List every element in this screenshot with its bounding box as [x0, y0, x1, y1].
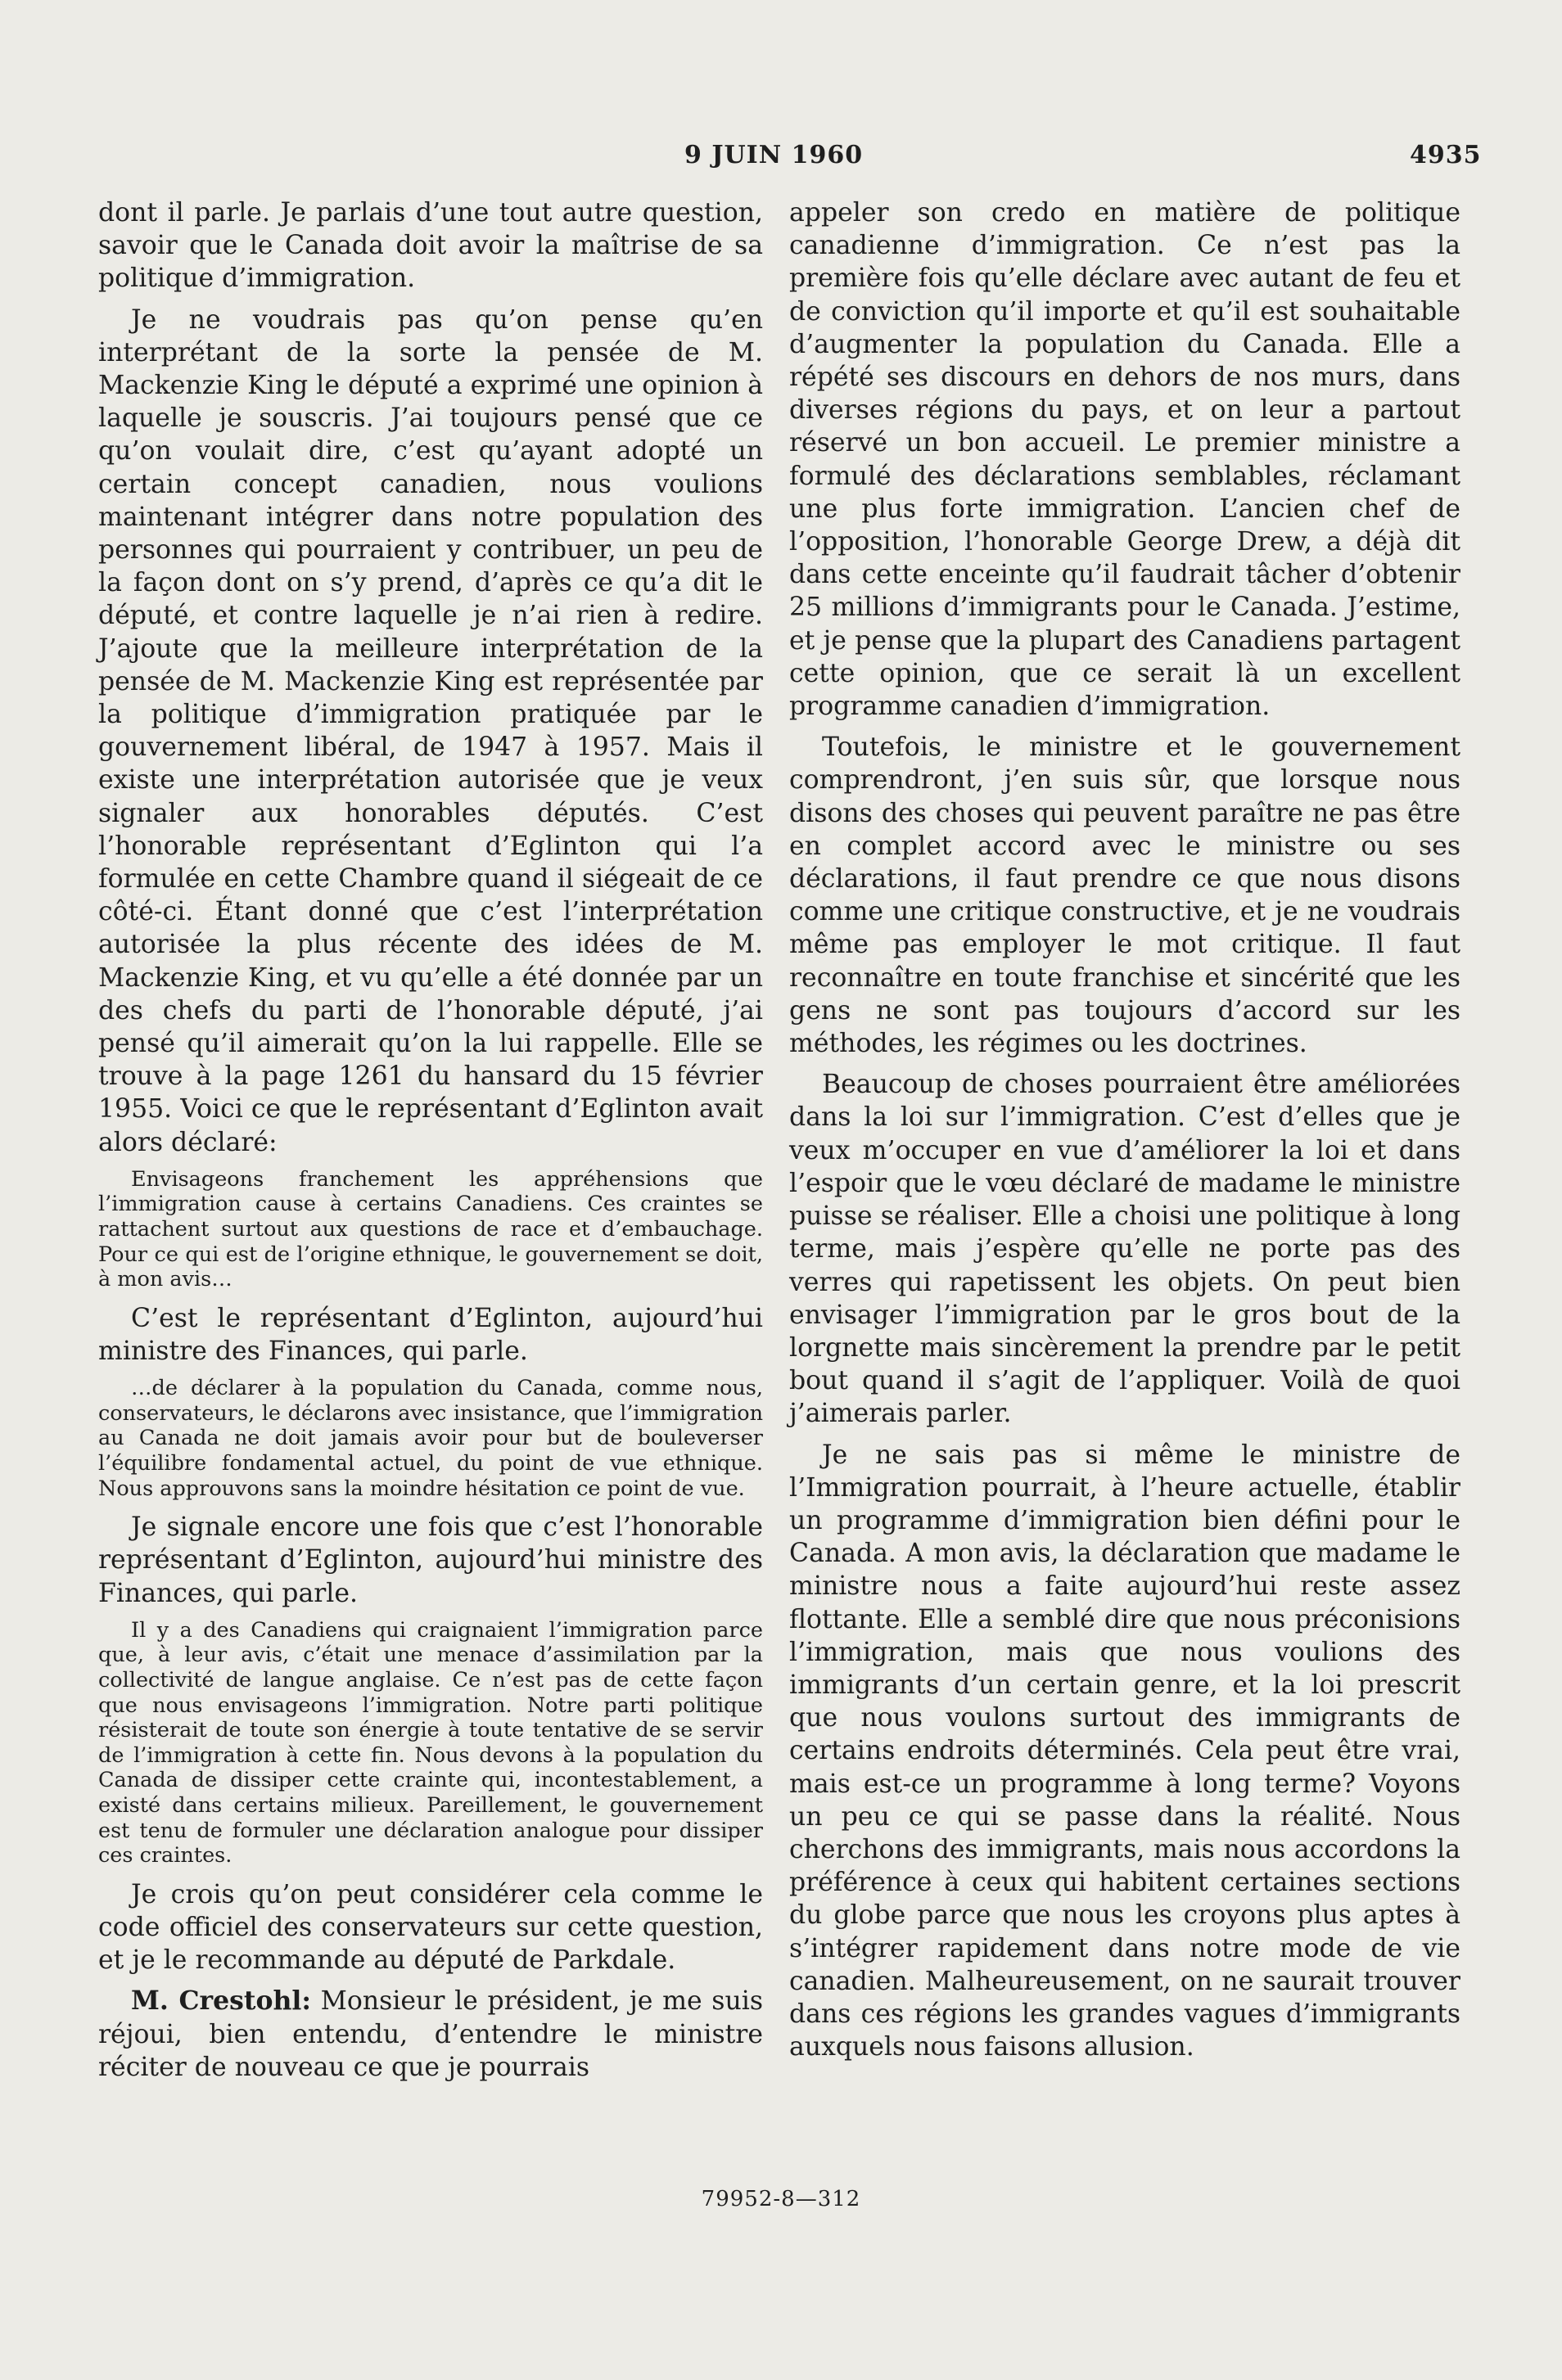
block-quote: Il y a des Canadiens qui craignaient l’immigration parce que, à leur avis, c’était une menace d’assimilation par la collectivité de langue anglaise. Ce n’est pas de cette façon que nous envisageons l’immigration. Notre parti politique résisterait de toute son énergie à toute tentative de se servir de l’immigration à cette fin. Nous devons à la population du Canada de dissiper cette crainte qui, incontestablement, a existé dans certains milieux. Pareillement, le gouvernement est tenu de formuler une déclaration analogue pour dissiper ces craintes.	[98, 1617, 763, 1868]
paragraph: Beaucoup de choses pourraient être améliorées dans la loi sur l’immigration. C’est d’elles que je veux m’occuper en vue d’améliorer la loi et dans l’espoir que le vœu déclaré de madame le ministre puisse se réaliser. Elle a choisi une politique à long terme, mais j’espère qu’elle ne porte pas des verres qui rapetissent les objets. On peut bien envisager l’immigration par le gros bout de la lorgnette mais sincèrement la prendre par le petit bout quand il s’agit de l’appliquer. Voilà de quoi j’aimerais parler.	[789, 1070, 1460, 1429]
speaker-name: M. Crestohl:	[131, 1986, 311, 2017]
paragraph: dont il parle. Je parlais d’une tout autre question, savoir que le Canada doit avoir la maîtrise de sa politique d’immigration.	[98, 198, 763, 294]
speech-text: Monsieur le président, je me suis réjoui, bien entendu, d’entendre le ministre réciter de nouveau ce que je pourrais	[98, 1986, 763, 2082]
paragraph: Je crois qu’on peut considérer cela comme le code officiel des conservateurs sur cette question, et je le recommande au député de Parkdale.	[98, 1879, 763, 1976]
running-header	[0, 141, 1562, 174]
right-column	[789, 196, 1460, 2071]
paragraph: Je signale encore une fois que c’est l’honorable représentant d’Eglinton, aujourd’hui ministre des Finances, qui parle.	[98, 1512, 763, 1608]
block-quote: …de déclarer à la population du Canada, comme nous, conservateurs, le déclarons avec insistance, que l’immigration au Canada ne doit jamais avoir pour but de bouleverser l’équilibre fondamental actuel, du point de vue ethnique. Nous approuvons sans la moindre hésitation ce point de vue.	[98, 1376, 763, 1501]
paragraph: Toutefois, le ministre et le gouvernement comprendront, j’en suis sûr, que lorsque nous disons des choses qui peuvent paraître ne pas être en complet accord avec le ministre ou ses déclarations, il faut prendre ce que nous disons comme une critique constructive, et je ne voudrais même pas employer le mot critique. Il faut reconnaître en toute franchise et sincérité que les gens ne sont pas toujours d’accord sur les méthodes, les régimes ou les doctrines.	[789, 732, 1460, 1059]
paragraph: Je ne sais pas si même le ministre de l’Immigration pourrait, à l’heure actuelle, établir un programme d’immigration bien défini pour le Canada. A mon avis, la déclaration que madame le ministre nous a faite aujourd’hui reste assez flottante. Elle a semblé dire que nous préconisions l’immigration, mais que nous voulions des immigrants d’un certain genre, et la loi prescrit que nous voulons surtout des immigrants de certains endroits déterminés. Cela peut être vrai, mais est-ce un programme à long terme? Voyons un peu ce qui se passe dans la réalité. Nous cherchons des immigrants, mais nous accordons la préférence à ceux qui habitent certaines sections du globe parce que nous les croyons plus aptes à s’intégrer rapidement dans notre mode de vie canadien. Malheureusement, on ne saurait trouver dans ces régions les grandes vagues d’immigrants auxquels nous faisons allusion.	[789, 1440, 1460, 2062]
block-quote: Envisageons franchement les appréhensions que l’immigration cause à certains Canadiens. Ces craintes se rattachent surtout aux questions de race et d’embauchage. Pour ce qui est de l’origine ethnique, le gouvernement se doit, à mon avis…	[98, 1166, 763, 1292]
paragraph: appeler son credo en matière de politique canadienne d’immigration. Ce n’est pas la première fois qu’elle déclare avec autant de feu et de conviction qu’il importe et qu’il est souhaitable d’augmenter la population du Canada. Elle a répété ses discours en dehors de nos murs, dans diverses régions du pays, et on leur a partout réservé un bon accueil. Le premier ministre a formulé des déclarations semblables, réclamant une plus forte immigration. L’ancien chef de l’opposition, l’honorable George Drew, a déjà dit dans cette enceinte qu’il faudrait tâcher d’obtenir 25 millions d’immigrants pour le Canada. J’estime, et je pense que la plupart des Canadiens partagent cette opinion, que ce serait là un excellent programme canadien d’immigration.	[789, 198, 1460, 722]
paragraph: Je ne voudrais pas qu’on pense qu’en interprétant de la sorte la pensée de M. Mackenzie King le député a exprimé une opinion à laquelle je souscris. J’ai toujours pensé que ce qu’on voulait dire, c’est qu’ayant adopté un certain concept canadien, nous voulions maintenant intégrer dans notre population des personnes qui pourraient y contribuer, un peu de la façon dont on s’y prend, d’après ce qu’a dit le député, et contre laquelle je n’ai rien à redire. J’ajoute que la meilleure interprétation de la pensée de M. Mackenzie King est représentée par la politique d’immigration pratiquée par le gouvernement libéral, de 1947 à 1957. Mais il existe une interprétation autorisée que je veux signaler aux honorables députés. C’est l’honorable représentant d’Eglinton qui l’a formulée en cette Chambre quand il siégeait de ce côté-ci. Étant donné que c’est l’interprétation autorisée la plus récente des idées de M. Mackenzie King, et vu qu’elle a été donnée par un des chefs du parti de l’honorable député, j’ai pensé qu’il aimerait qu’on la lui rappelle. Elle se trouve à la page 1261 du hansard du 15 février 1955. Voici ce que le représentant d’Eglinton avait alors déclaré:	[98, 304, 763, 1157]
speaker-paragraph	[98, 1985, 763, 2084]
paragraph: C’est le représentant d’Eglinton, aujourd’hui ministre des Finances, qui parle.	[98, 1303, 763, 1367]
page-number: 4935	[1410, 141, 1482, 169]
header-date: 9 JUIN 1960	[684, 141, 864, 169]
left-column	[98, 196, 763, 2092]
footer-code: 79952-8—312	[701, 2187, 861, 2211]
